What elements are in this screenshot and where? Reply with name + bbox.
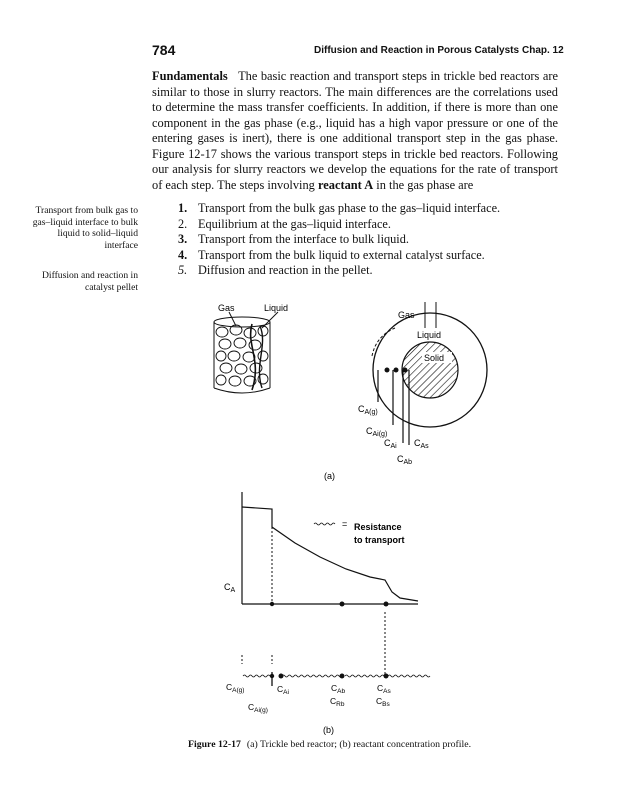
profile-point (340, 674, 345, 679)
conc-label-cab: $C_{Ab}$ (397, 454, 413, 466)
label-crb: $C_{Rb}$ (330, 696, 345, 708)
paragraph-text-2: in the gas phase are (376, 177, 474, 192)
legend-resistance: Resistance (354, 522, 402, 532)
paragraph-text-1: The basic reaction and transport steps in trickle bed reactors are similar to those in slurry reactors. The main differences are the correlations used to determine the mass transfer coefficients. In addition, if there is more than one component in the gas phase (e.g., liquid has a high vapor pressure or one of the entering gases is inert), there is one additional transport step in the gas phase. Figure 12-17 shows the various transport steps in trickle bed reactors. Following our analysis for slurry reactors we develop the equations for the rate of transport of each step. The steps involving (152, 69, 559, 192)
pellet-gas-label: Gas (398, 310, 415, 320)
step-number: 5. (178, 263, 188, 278)
profile-point (384, 674, 389, 679)
liquid-label: Liquid (264, 303, 289, 313)
margin-note-diffusion: Diffusion and reaction in catalyst pellet (41, 270, 138, 293)
wavy-line-icon (314, 523, 335, 525)
figure-b-label: (b) (323, 725, 334, 735)
label-cag: $C_{A(g)}$ (226, 682, 245, 694)
label-cab: $C_{Ab}$ (331, 683, 346, 695)
step-number: 2. (178, 216, 188, 231)
step-text: Transport from the bulk liquid to external catalyst surface. (198, 247, 485, 262)
conc-label-cai: $C_{Ai}$ (384, 438, 397, 450)
list-item (178, 263, 500, 279)
profile-point (340, 602, 345, 607)
conc-label-caig: $C_{Ai(g)}$ (366, 426, 388, 438)
caption-text: (a) Trickle bed reactor; (b) reactant concentration profile. (246, 739, 472, 750)
legend-eq: = (342, 519, 348, 529)
step-text: Transport from the bulk gas phase to the gas–liquid interface. (198, 201, 501, 215)
profile-point (270, 674, 274, 678)
caption-label: Figure 12-17 (188, 739, 241, 750)
pellet-schematic (372, 302, 487, 445)
step-number: 4. (178, 247, 188, 262)
chapter-label: Chap. 12 (522, 45, 564, 56)
label-caig: $C_{Ai(g)}$ (248, 702, 268, 714)
step-number: 1. (178, 201, 188, 215)
concentration-profile (242, 492, 418, 676)
gas-label: Gas (218, 303, 235, 313)
list-item (178, 217, 500, 233)
legend-transport: to transport (354, 535, 405, 545)
list-item (178, 248, 500, 264)
label-cai: $C_{Ai}$ (277, 684, 289, 696)
paragraph-lead: Fundamentals (152, 69, 228, 83)
figure-caption (188, 739, 471, 750)
figure-a-label: (a) (324, 471, 335, 481)
y-axis-label: $C_A$ (224, 582, 236, 594)
pellet-solid-label: Solid (424, 353, 445, 363)
paragraph-emphasis: reactant A (318, 177, 374, 192)
list-item (178, 232, 500, 248)
list-item (178, 201, 500, 217)
profile-point (279, 674, 284, 679)
label-cas: $C_{As}$ (377, 683, 391, 695)
packed-bed-column (214, 312, 278, 393)
page-number: 784 (152, 42, 176, 58)
conc-label-cas: $C_{As}$ (414, 438, 429, 450)
profile-point (270, 602, 274, 606)
margin-note-transport: Transport from bulk gas to gas–liquid interface to bulk liquid to solid–liquid interface (32, 205, 138, 251)
running-title: Diffusion and Reaction in Porous Catalysts (314, 45, 520, 56)
step-text: Diffusion and reaction in the pellet. (198, 263, 373, 278)
resistance-bar (242, 655, 430, 686)
step-text: Equilibrium at the gas–liquid interface. (198, 216, 391, 231)
figure-12-17 (0, 290, 629, 740)
profile-point (384, 602, 389, 607)
pellet-liquid-label: Liquid (417, 330, 442, 340)
step-text: Transport from the interface to bulk liquid. (198, 232, 409, 247)
label-cbs: $C_{Bs}$ (376, 696, 390, 708)
conc-label-cag: $C_{A(g)}$ (358, 404, 378, 416)
step-list (178, 201, 500, 279)
step-number: 3. (178, 232, 188, 247)
body-paragraph (152, 69, 558, 193)
